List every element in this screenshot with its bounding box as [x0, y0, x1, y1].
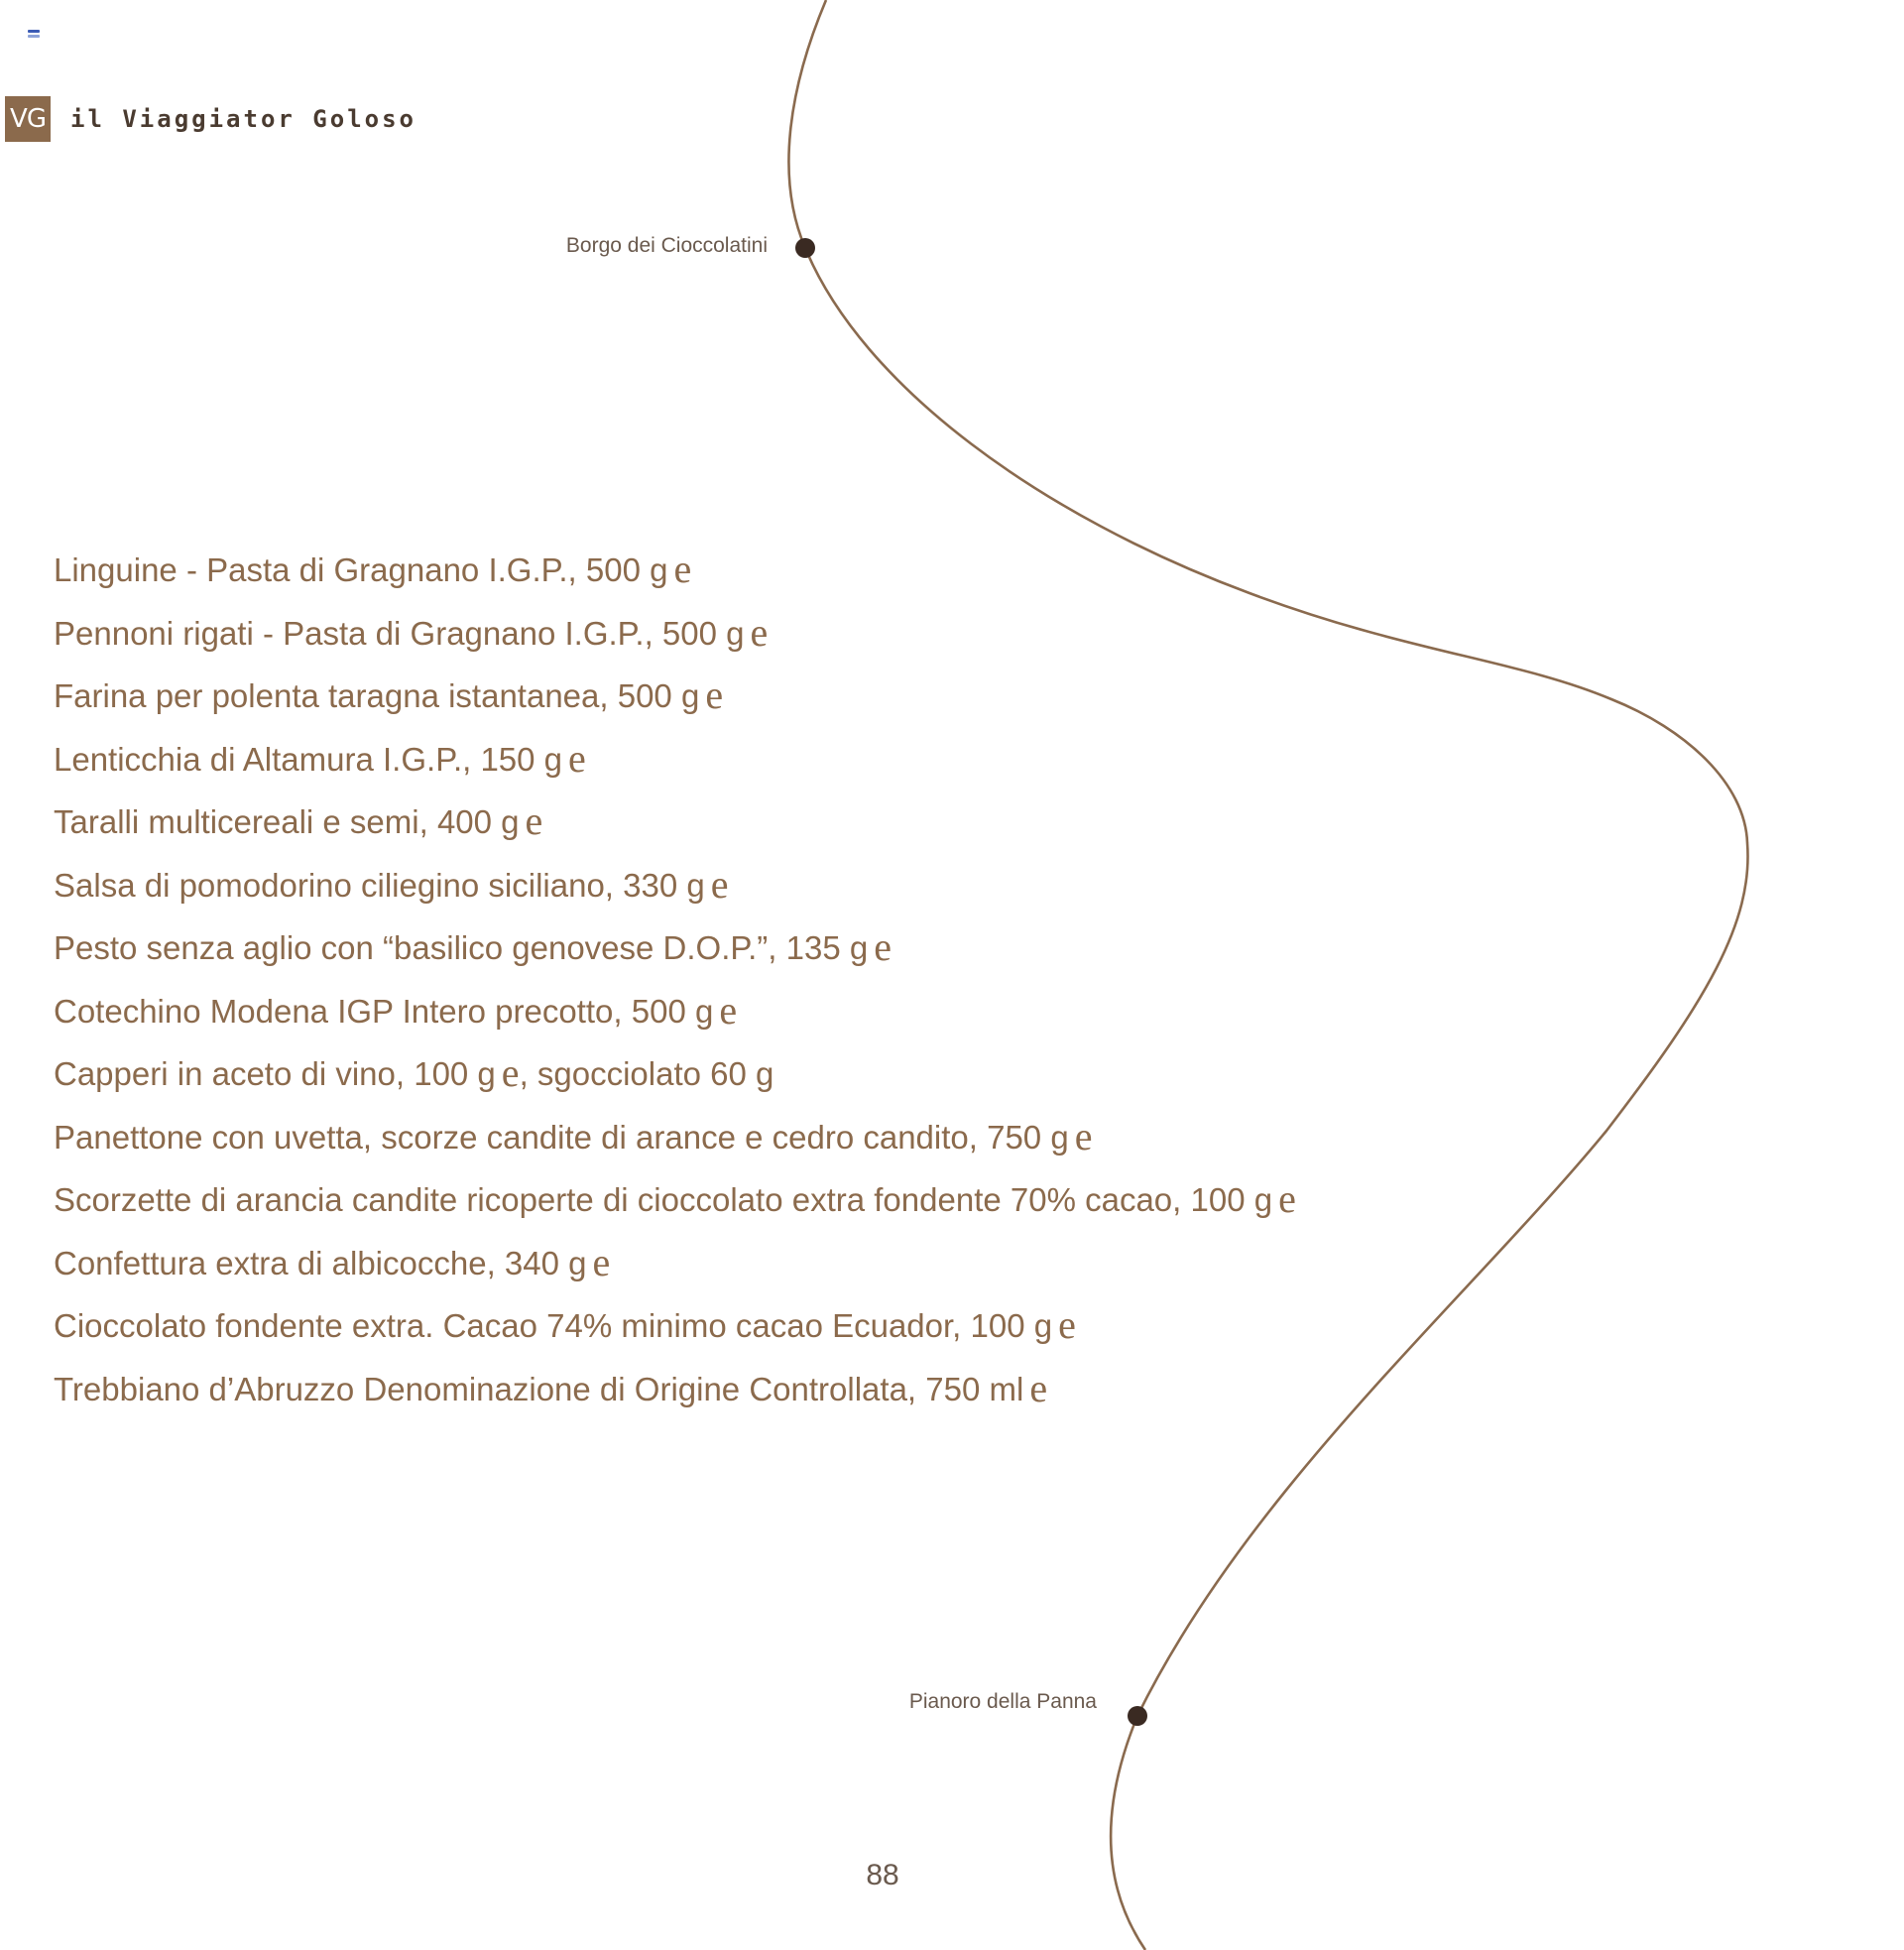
- product-item: [54, 602, 1296, 666]
- product-item: [54, 791, 1296, 854]
- estimated-mark-icon: e: [1029, 1365, 1048, 1410]
- product-item: [54, 539, 1296, 602]
- brand-logo: VG: [5, 96, 51, 142]
- product-name: Scorzette di arancia candite ricoperte di cioccolato extra fondente 70% cacao, 100 g: [54, 1181, 1273, 1218]
- product-name: Confettura extra di albicocche, 340 g: [54, 1244, 587, 1281]
- product-item: [54, 1358, 1296, 1421]
- product-name: Taralli multicereali e semi, 400 g: [54, 803, 520, 840]
- brand-name: il Viaggiator Goloso: [70, 105, 416, 133]
- product-item: [54, 665, 1296, 728]
- estimated-mark-icon: e: [592, 1239, 611, 1284]
- estimated-mark-icon: e: [705, 672, 724, 717]
- page-number: 88: [866, 1859, 899, 1891]
- product-name: Lenticchia di Altamura I.G.P., 150 g: [54, 740, 563, 778]
- product-item: [54, 980, 1296, 1043]
- route-stop-label: Pianoro della Panna: [908, 1690, 1097, 1713]
- product-name: Pesto senza aglio con “basilico genovese D.O.P.”, 135 g: [54, 929, 869, 966]
- product-item: [54, 728, 1296, 792]
- route-stop-label: Borgo dei Cioccolatini: [565, 234, 768, 257]
- product-name: Trebbiano d’Abruzzo Denominazione di Origine Controllata, 750 ml: [54, 1370, 1024, 1407]
- route-stop-dot: [795, 238, 815, 258]
- estimated-mark-icon: e: [525, 798, 543, 843]
- estimated-mark-icon: e: [1278, 1176, 1296, 1221]
- product-name: Cotechino Modena IGP Intero precotto, 500 g: [54, 992, 714, 1030]
- estimated-mark-icon: e: [1074, 1113, 1093, 1158]
- product-item: [54, 1042, 1296, 1106]
- estimated-mark-icon: e: [710, 861, 729, 907]
- product-suffix: , sgocciolato 60 g: [519, 1055, 774, 1092]
- product-item: [54, 916, 1296, 980]
- product-item: [54, 1168, 1296, 1232]
- product-list: [54, 539, 1296, 1420]
- product-item: [54, 1106, 1296, 1169]
- product-name: Pennoni rigati - Pasta di Gragnano I.G.P., 500 g: [54, 614, 745, 652]
- route-stop-dot: [1128, 1706, 1147, 1726]
- product-name: Linguine - Pasta di Gragnano I.G.P., 500 g: [54, 551, 668, 588]
- estimated-mark-icon: e: [1058, 1302, 1076, 1347]
- estimated-mark-icon: e: [568, 735, 586, 781]
- estimated-mark-icon: e: [673, 547, 692, 591]
- product-name: Panettone con uvetta, scorze candite di arance e cedro candito, 750 g: [54, 1118, 1069, 1156]
- product-item: [54, 854, 1296, 917]
- product-name: Cioccolato fondente extra. Cacao 74% minimo cacao Ecuador, 100 g: [54, 1307, 1053, 1344]
- estimated-mark-icon: e: [719, 987, 738, 1033]
- product-item: [54, 1294, 1296, 1358]
- estimated-mark-icon: e: [874, 924, 892, 969]
- product-item: [54, 1232, 1296, 1295]
- estimated-mark-icon: e: [501, 1050, 520, 1095]
- product-name: Salsa di pomodorino ciliegino siciliano, 330 g: [54, 866, 705, 904]
- estimated-mark-icon: e: [750, 609, 769, 655]
- product-name: Farina per polenta taragna istantanea, 500 g: [54, 677, 700, 714]
- product-name: Capperi in aceto di vino, 100 g: [54, 1055, 496, 1092]
